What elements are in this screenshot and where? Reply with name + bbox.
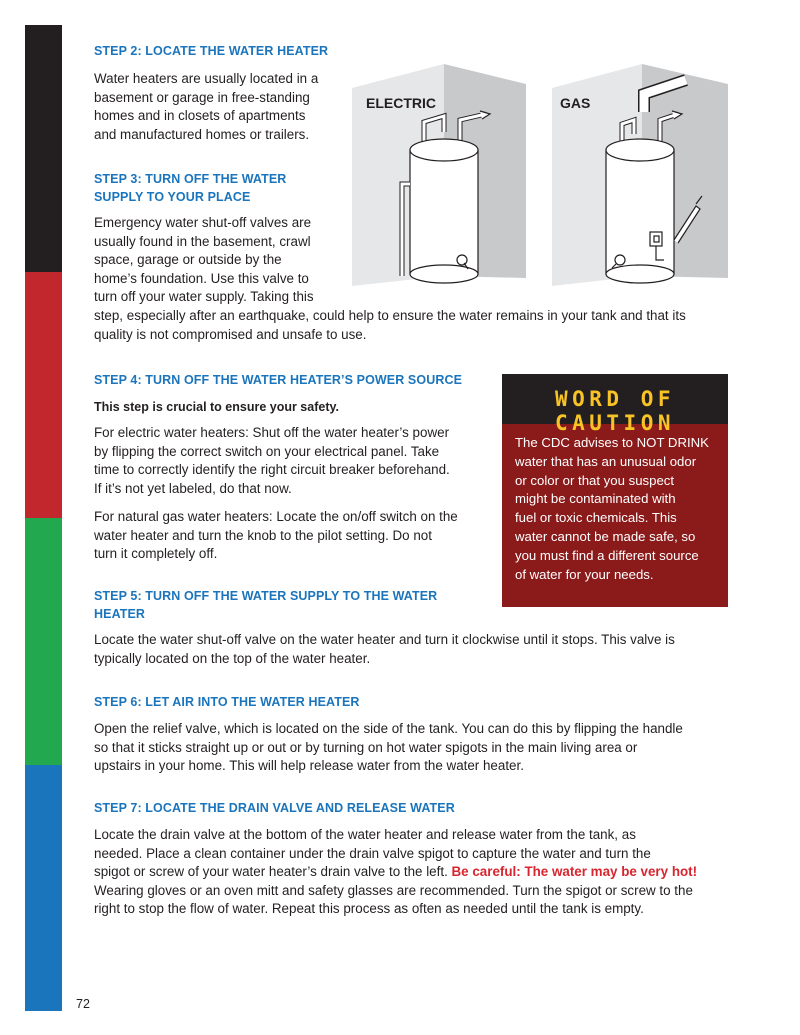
step3-line: usually found in the basement, crawl bbox=[94, 233, 311, 249]
gas-label: GAS bbox=[560, 95, 591, 111]
step7-line: Wearing gloves or an oven mitt and safety glasses are recommended. Turn the spigot or screw to the bbox=[94, 882, 693, 898]
step3-line: Emergency water shut-off valves are bbox=[94, 215, 312, 230]
caution-line: water that has an unusual odor bbox=[515, 453, 697, 469]
step3-heading bbox=[94, 170, 286, 206]
caution-box bbox=[502, 374, 728, 607]
side-band-black bbox=[25, 25, 62, 272]
step7-line: needed. Place a clean container under the drain valve spigot to capture the water and turn the bbox=[94, 845, 651, 861]
step4-heading: STEP 4: TURN OFF THE WATER HEATER’S POWER SOURCE bbox=[94, 373, 463, 387]
step5-line: typically located on the top of the water heater. bbox=[94, 650, 371, 666]
step3-line: turn off your water supply. Taking this bbox=[94, 289, 314, 305]
step4-line: For electric water heaters: Shut off the water heater’s power bbox=[94, 425, 450, 440]
step4-line: If it’s not yet labeled, do that now. bbox=[94, 480, 292, 496]
step3-line: quality is not compromised and unsafe to use. bbox=[94, 326, 367, 342]
step2-line: basement or garage in free-standing bbox=[94, 89, 310, 105]
step2-line: and manufactured homes or trailers. bbox=[94, 126, 310, 142]
step6-heading: STEP 6: LET AIR INTO THE WATER HEATER bbox=[94, 695, 360, 709]
step3-heading-line: SUPPLY TO YOUR PLACE bbox=[94, 190, 251, 204]
step3-line: space, garage or outside by the bbox=[94, 252, 282, 268]
step5-body bbox=[94, 631, 754, 668]
step4-line: by flipping the correct switch on your electrical panel. Take bbox=[94, 443, 440, 459]
side-band-red bbox=[25, 272, 62, 518]
step4-line: water heater and turn the knob to the pilot setting. Do not bbox=[94, 527, 432, 543]
step4-electric-paragraph bbox=[94, 424, 494, 498]
step5-heading-line: HEATER bbox=[94, 607, 146, 621]
caution-line: or color or that you suspect bbox=[515, 472, 675, 488]
step5-line: Locate the water shut-off valve on the water heater and turn it clockwise until it stops. This valve is bbox=[94, 632, 675, 647]
side-band-green bbox=[25, 518, 62, 765]
step7-hot-water-warning: Be careful: The water may be very hot! bbox=[451, 864, 698, 880]
electric-label: ELECTRIC bbox=[366, 95, 436, 111]
step7-line bbox=[94, 863, 764, 882]
step2-heading: STEP 2: LOCATE THE WATER HEATER bbox=[94, 44, 329, 58]
page-number: 72 bbox=[76, 997, 90, 1011]
step2-body bbox=[94, 70, 344, 144]
step3-line: home’s foundation. Use this valve to bbox=[94, 270, 309, 286]
caution-line: water cannot be made safe, so bbox=[515, 528, 696, 544]
step4-safety-note: This step is crucial to ensure your safety. bbox=[94, 400, 339, 414]
step3-line: step, especially after an earthquake, could help to ensure the water remains in your tank and that its bbox=[94, 307, 686, 323]
caution-line: of water for your needs. bbox=[515, 566, 654, 582]
step7-line: right to stop the flow of water. Repeat this process as often as needed until the tank is empty. bbox=[94, 901, 644, 917]
step4-line: turn it completely off. bbox=[94, 546, 218, 562]
caution-body bbox=[515, 434, 720, 584]
step2-line: homes and in closets of apartments bbox=[94, 108, 306, 124]
step3-heading-line: STEP 3: TURN OFF THE WATER bbox=[94, 172, 287, 186]
step3-body bbox=[94, 214, 744, 344]
step6-body bbox=[94, 720, 754, 776]
step7-line: Locate the drain valve at the bottom of the water heater and release water from the tank, as bbox=[94, 827, 636, 842]
step4-line: time to correctly identify the right circuit breaker beforehand. bbox=[94, 462, 450, 478]
caution-line: The CDC advises to NOT DRINK bbox=[515, 435, 709, 450]
step6-line: so that it sticks straight up or out or by turning on hot water spigots in the main living area or bbox=[94, 739, 638, 755]
step6-line: upstairs in your home. This will help release water from the water heater. bbox=[94, 758, 524, 774]
side-band-blue bbox=[25, 765, 62, 1011]
step7-heading: STEP 7: LOCATE THE DRAIN VALVE AND RELEASE WATER bbox=[94, 801, 455, 815]
step7-line-text: spigot or screw of your water heater’s drain valve to the left. bbox=[94, 864, 452, 880]
caution-line: you must find a different source bbox=[515, 547, 699, 563]
caution-title: WORD OF CAUTION bbox=[554, 387, 675, 435]
step5-heading-line: STEP 5: TURN OFF THE WATER SUPPLY TO THE WATER bbox=[94, 589, 438, 603]
step4-line: For natural gas water heaters: Locate the on/off switch on the bbox=[94, 509, 458, 524]
step5-heading bbox=[94, 587, 437, 623]
caution-line: fuel or toxic chemicals. This bbox=[515, 510, 677, 526]
step7-body bbox=[94, 826, 764, 919]
step2-line: Water heaters are usually located in a bbox=[94, 71, 319, 86]
step6-line: Open the relief valve, which is located on the side of the tank. You can do this by flipping the handle bbox=[94, 721, 683, 736]
step4-gas-paragraph bbox=[94, 508, 494, 564]
caution-line: might be contaminated with bbox=[515, 491, 676, 507]
caution-header bbox=[502, 374, 728, 435]
